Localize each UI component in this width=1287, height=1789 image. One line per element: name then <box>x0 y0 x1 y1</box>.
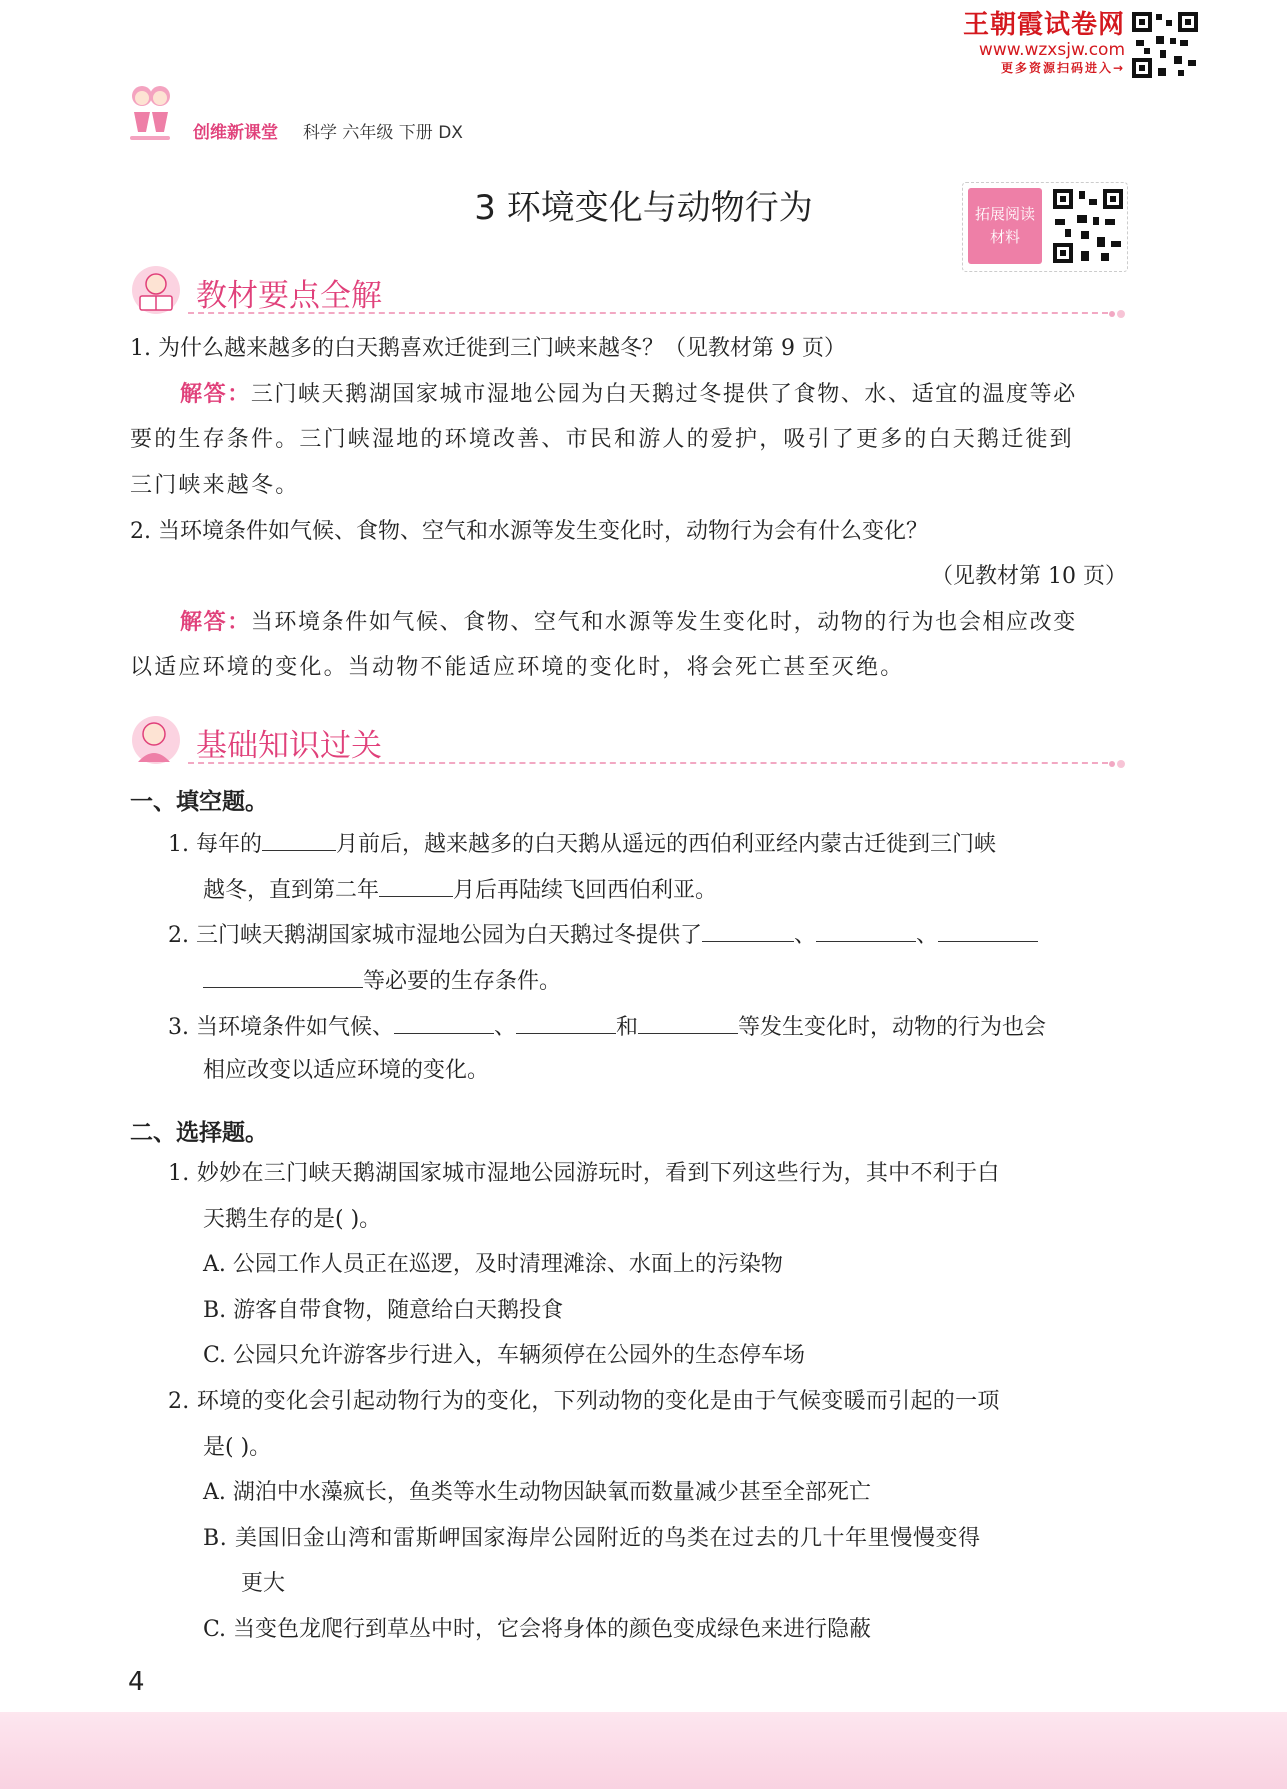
answer-2-line2: 以适应环境的变化。当动物不能适应环境的变化时，将会死亡甚至灭绝。 <box>130 655 905 680</box>
choice-question-2-line2: 是( )。 <box>203 1435 272 1460</box>
answer-blank[interactable] <box>379 874 453 897</box>
choice-1-option-b[interactable]: B. 游客自带食物，随意给白天鹅投食 <box>203 1298 564 1323</box>
qr-code-icon[interactable] <box>1130 10 1200 80</box>
fill-question-1-line2: 越冬，直到第二年 月后再陆续飞回西伯利亚。 <box>203 874 717 906</box>
section-heading-text: 教材要点全解 <box>196 278 382 314</box>
answer-2-line1: 解答：当环境条件如气候、食物、空气和水源等发生变化时，动物的行为也会相应改变 <box>180 610 1077 635</box>
choice-1-option-a[interactable]: A. 公园工作人员正在巡逻，及时清理滩涂、水面上的污染物 <box>203 1252 783 1277</box>
extended-reading-box[interactable] <box>962 182 1128 272</box>
question-2: 2. 当环境条件如气候、食物、空气和水源等发生变化时，动物行为会有什么变化？ <box>130 519 928 544</box>
kids-logo-icon <box>128 82 172 146</box>
answer-blank[interactable] <box>816 919 916 942</box>
answer-blank[interactable] <box>702 919 794 942</box>
answer-1-line1: 解答：三门峡天鹅湖国家城市湿地公园为白天鹅过冬提供了食物、水、适宜的温度等必 <box>180 382 1077 407</box>
choice-question-1-line2: 天鹅生存的是( )。 <box>203 1207 382 1232</box>
choice-question-1-line1: 1. 妙妙在三门峡天鹅湖国家城市湿地公园游玩时，看到下列这些行为，其中不利于白 <box>168 1161 1000 1186</box>
site-name: 王朝霞试卷网 <box>962 10 1125 40</box>
choice-1-option-c[interactable]: C. 公园只允许游客步行进入，车辆须停在公园外的生态停车场 <box>203 1343 806 1368</box>
decor-dots-icon <box>1108 308 1128 320</box>
answer-blank[interactable] <box>394 1011 494 1034</box>
choice-question-2-line1: 2. 环境的变化会引起动物行为的变化，下列动物的变化是由于气候变暖而引起的一项 <box>168 1389 1000 1414</box>
choice-2-option-b-line2[interactable]: 更大 <box>241 1571 286 1596</box>
reading-tag-line2: 材料 <box>989 228 1020 246</box>
page-title: 3 环境变化与动物行为 <box>474 188 813 228</box>
answer-blank[interactable] <box>203 965 363 988</box>
fill-in-heading: 一、填空题。 <box>130 789 268 815</box>
teacher-book-icon <box>128 264 184 316</box>
fill-question-1-line1: 1. 每年的 月前后，越来越多的白天鹅从遥远的西伯利亚经内蒙古迁徙到三门峡 <box>168 828 996 860</box>
teacher-icon <box>128 714 184 766</box>
fill-question-2-line2: 等必要的生存条件。 <box>203 965 561 997</box>
answer-blank[interactable] <box>938 919 1038 942</box>
answer-blank[interactable] <box>262 828 336 851</box>
fill-question-3-line1: 3. 当环境条件如气候、 、 和 等发生变化时，动物的行为也会 <box>168 1011 1046 1043</box>
answer-blank[interactable] <box>516 1011 616 1034</box>
answer-label: 解答： <box>180 382 251 407</box>
subject-label: 科学 六年级 下册 DX <box>303 123 463 143</box>
brand-name: 创维新课堂 <box>193 123 278 143</box>
choice-2-option-b-line1[interactable]: B. 美国旧金山湾和雷斯岬国家海岸公园附近的鸟类在过去的几十年里慢慢变得 <box>203 1526 981 1551</box>
question-1: 1. 为什么越来越多的白天鹅喜欢迁徙到三门峡来越冬？（见教材第 9 页） <box>130 336 846 361</box>
answer-label: 解答： <box>180 610 251 635</box>
choice-2-option-c[interactable]: C. 当变色龙爬行到草丛中时，它会将身体的颜色变成绿色来进行隐蔽 <box>203 1617 872 1642</box>
extended-reading-tag <box>968 188 1042 264</box>
site-brand <box>963 10 1125 76</box>
fill-question-3-line2: 相应改变以适应环境的变化。 <box>203 1058 490 1083</box>
question-2-reference: （见教材第 10 页） <box>931 564 1127 589</box>
answer-1-line2: 要的生存条件。三门峡湿地的环境改善、市民和游人的爱护，吸引了更多的白天鹅迁徙到 <box>130 427 1074 452</box>
site-url[interactable]: www.wzxsjw.com <box>978 40 1125 60</box>
choice-heading: 二、选择题。 <box>130 1120 268 1146</box>
decor-dots-icon <box>1108 758 1128 770</box>
dashed-divider <box>188 762 1108 764</box>
footer-band <box>0 1712 1287 1789</box>
reading-qr-code-icon[interactable] <box>1051 187 1125 265</box>
site-hint: 更多资源扫码进入→ <box>1000 61 1125 75</box>
reading-tag-line1: 拓展阅读 <box>974 205 1035 223</box>
page-number: 4 <box>128 1667 145 1697</box>
dashed-divider <box>188 312 1108 314</box>
section-heading-text: 基础知识过关 <box>196 728 382 764</box>
answer-blank[interactable] <box>638 1011 738 1034</box>
section-heading-key-points <box>128 264 1128 316</box>
fill-question-2-line1: 2. 三门峡天鹅湖国家城市湿地公园为白天鹅过冬提供了 、 、 <box>168 919 1038 951</box>
choice-2-option-a[interactable]: A. 湖泊中水藻疯长，鱼类等水生动物因缺氧而数量减少甚至全部死亡 <box>203 1480 871 1505</box>
section-heading-basics <box>128 714 1128 766</box>
answer-1-line3: 三门峡来越冬。 <box>130 473 300 498</box>
